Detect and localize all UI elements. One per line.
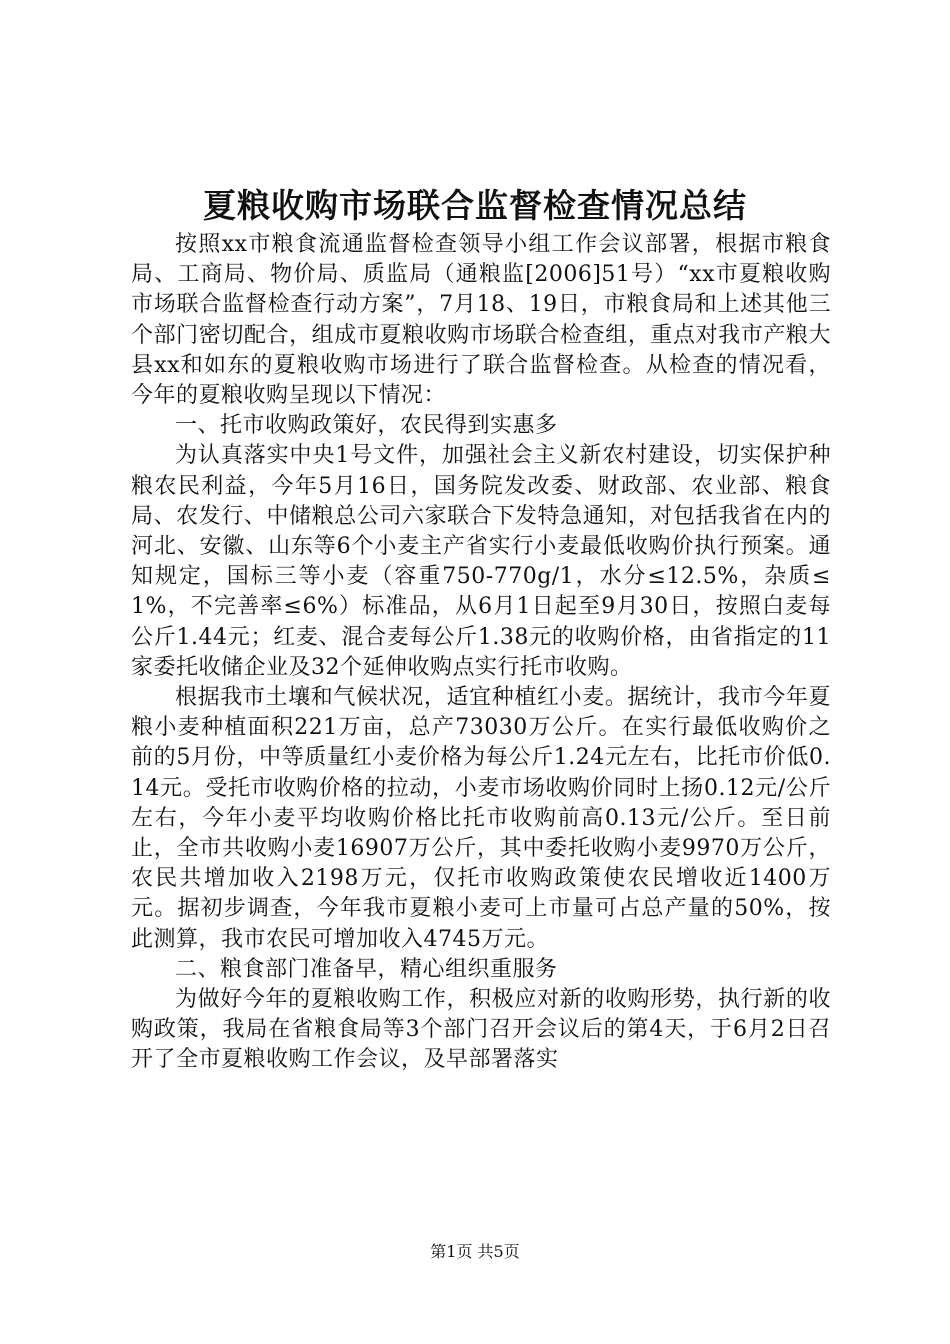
paragraph-intro: 按照xx市粮食流通监督检查领导小组工作会议部署，根据市粮食局、工商局、物价局、质监局（通粮监[2006]51号）“xx市夏粮收购市场联合监督检查行动方案”，7月18、19日，市粮食局和上述其他三个部门密切配合，组成市夏粮收购市场联合检查组，重点对我市产粮大县xx和如东的夏粮收购市场进行了联合监督检查。从检查的情况看，今年的夏粮收购呈现以下情况： bbox=[131, 232, 831, 409]
paragraph-policy: 为认真落实中央1号文件，加强社会主义新农村建设，切实保护种粮农民利益，今年5月16日，国务院发改委、财政部、农业部、粮食局、农发行、中储粮总公司六家联合下发特急通知，对包括我省在内的河北、安徽、山东等6个小麦主产省实行小麦最低收购价执行预案。通知规定，国标三等小麦（容重750-770g/1，水分≤12.5%，杂质≤1%，不完善率≤6%）标准品，从6月1日起至9月30日，按照白麦每公斤1.44元；红麦、混合麦每公斤1.38元的收购价格，由省指定的11家委托收储企业及32个延伸收购点实行托市收购。 bbox=[131, 443, 831, 680]
paragraph-statistics: 根据我市土壤和气候状况，适宜种植红小麦。据统计，我市今年夏粮小麦种植面积221万亩，总产73030万公斤。在实行最低收购价之前的5月份，中等质量红小麦价格为每公斤1.24元左右，比托市价低0.14元。受托市收购价格的拉动，小麦市场收购价同时上扬0.12元/公斤左右，今年小麦平均收购价格比托市收购前高0.13元/公斤。至日前止，全市共收购小麦16907万公斤，其中委托收购小麦9970万公斤，农民共增加收入2198万元，仅托市收购政策使农民增收近1400万元。据初步调查，今年我市夏粮小麦可上市量可占总产量的50%，按此测算，我市农民可增加收入4745万元。 bbox=[131, 685, 831, 952]
document-title: 夏粮收购市场联合监督检查情况总结 bbox=[203, 186, 747, 225]
page-number-footer: 第1页 共5页 bbox=[430, 1242, 520, 1261]
section-heading-1: 一、托市收购政策好，农民得到实惠多 bbox=[175, 413, 558, 439]
paragraph-preparation: 为做好今年的夏粮收购工作，积极应对新的收购形势，执行新的收购政策，我局在省粮食局等3个部门召开会议后的第4天，于6月2日召开了全市夏粮收购工作会议，及早部署落实 bbox=[131, 987, 831, 1073]
section-heading-2: 二、粮食部门准备早，精心组织重服务 bbox=[175, 956, 558, 982]
document-body bbox=[131, 230, 831, 1076]
